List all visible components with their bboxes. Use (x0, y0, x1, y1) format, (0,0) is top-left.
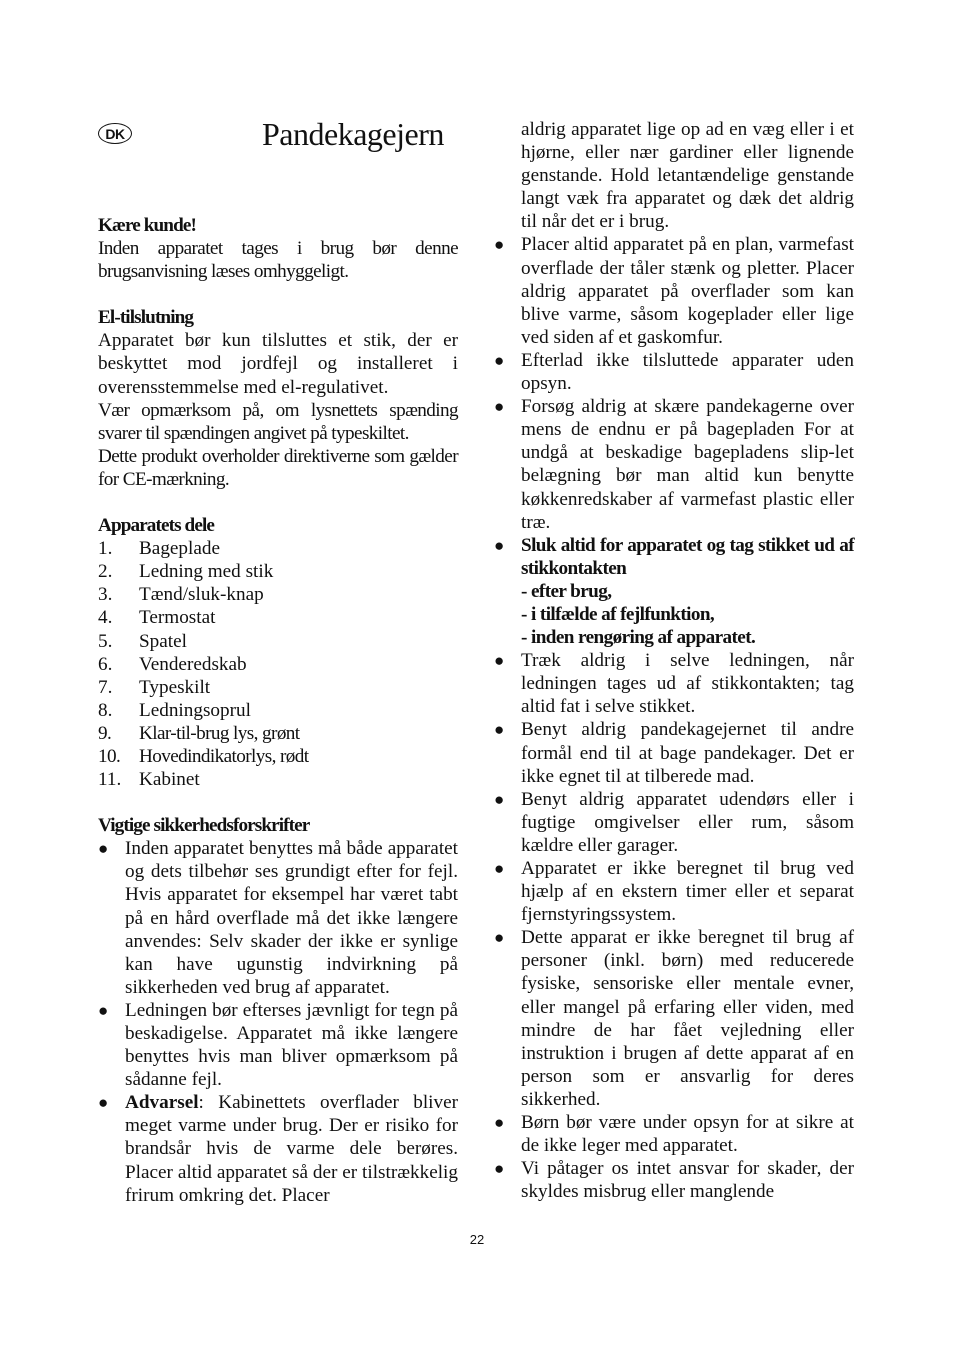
greeting-text: Inden apparatet tages i brug bør denne brugsanvisning læses omhyggeligt. (98, 238, 458, 283)
item-label: Ledningsoprul (139, 699, 251, 721)
bullet-icon: ● (494, 859, 505, 878)
list-item (98, 606, 458, 629)
list-item (98, 583, 458, 606)
item-label: Spatel (139, 630, 187, 652)
list-item-continued (494, 118, 854, 233)
bullet-text: Benyt aldrig pandekagejernet til andre formål end til at bage pandekager. Det er ikke egnet til at tilberede mad. (521, 719, 854, 787)
el-paragraph-1: Apparatet bør kun tilsluttes et stik, der er beskyttet mod jordfejl og installeret i overensstemmelse med el-regulativet. (98, 330, 458, 398)
list-item (98, 837, 458, 999)
parts-list (98, 537, 458, 791)
list-item (98, 560, 458, 583)
bullet-text: Inden apparatet benyttes må både apparatet og dets tilbehør ses grundigt efter for fejl. Hvis apparatet for eksempel har været tabt på en hård overflade må det ikke længere anvendes: Selv skader der ikke er synlige kan have ugunstig indvirkning på sikkerheden ved brug af apparatet. (125, 838, 458, 998)
bullet-icon: ● (494, 651, 505, 671)
item-label: Typeskilt (139, 676, 211, 698)
safety-heading: Vigtige sikkerhedsforskrifter (98, 815, 310, 837)
bullet-icon: ● (494, 1159, 505, 1179)
item-number: 8. (98, 699, 113, 721)
bullet-text: Efterlad ikke tilsluttede apparater uden opsyn. (521, 349, 854, 395)
sub-item: - inden rengøring af apparatet. (521, 627, 756, 649)
warning-label: Advarsel (125, 1092, 199, 1114)
bullet-text: Apparatet er ikke beregnet til brug ved hjælp af en ekstern timer eller et separat fjernstyringssystem. (521, 858, 854, 926)
list-item (494, 349, 854, 395)
list-item (98, 722, 458, 745)
list-item (98, 999, 458, 1091)
bullet-text (125, 1091, 458, 1206)
bullet-text: Benyt aldrig apparatet udendørs eller i fugtige omgivelser eller rum, såsom kældre eller garager. (521, 788, 854, 856)
list-item (494, 395, 854, 534)
bullet-icon: ● (494, 720, 505, 740)
bullet-icon: ● (98, 839, 109, 859)
bullet-icon: ● (494, 535, 505, 555)
item-number: 11. (98, 769, 122, 791)
list-item (98, 630, 458, 653)
el-paragraph-2: Vær opmærksom på, om lysnettets spænding svarer til spændingen angivet på typeskiltet. (98, 399, 458, 444)
item-number: 6. (98, 653, 113, 675)
list-item (98, 653, 458, 676)
list-item (494, 857, 854, 926)
list-item (98, 1091, 458, 1206)
item-label: Bageplade (139, 538, 220, 560)
bullet-text: Placer altid apparatet på en plan, varmefast overflade der tåler stænk og pletter. Placer aldrig apparatet på overflader som kan blive varme, såsom kogeplader eller lige ved siden af et gaskomfur. (521, 234, 854, 348)
item-number: 4. (98, 607, 113, 629)
list-item (98, 676, 458, 699)
item-number: 10. (98, 745, 121, 767)
item-label: Venderedskab (139, 653, 247, 675)
bullet-text (521, 534, 854, 649)
page-title: Pandekagejern (262, 116, 444, 152)
list-item (98, 537, 458, 560)
item-number: 3. (98, 584, 113, 606)
item-label: Hovedindikatorlys, rødt (139, 745, 309, 767)
unplug-instruction: Sluk altid for apparatet og tag stikket ud af stikkontakten (521, 534, 854, 579)
greeting-heading: Kære kunde! (98, 215, 196, 236)
item-number: 2. (98, 561, 113, 583)
list-item (98, 699, 458, 722)
bullet-text: Træk aldrig i selve ledningen, når ledningen tages ud af stikkontakten; tag altid fat i selve stikket. (521, 650, 854, 718)
right-column (494, 118, 854, 1203)
list-item (494, 718, 854, 787)
bullet-icon: ● (98, 1000, 109, 1020)
bullet-text: Forsøg aldrig at skære pandekagerne over mens de endnu er på bagepladen For at undgå at beskadige bagepladens slip-let belægning bør man altid kun benytte køkkenredskaber af varmefast plastic eller træ. (521, 396, 854, 533)
item-label: Klar-til-brug lys, grønt (139, 722, 300, 744)
bullet-icon: ● (494, 397, 505, 417)
bullet-text: Børn bør være under opsyn for at sikre at de ikke leger med apparatet. (521, 1112, 854, 1157)
list-item (494, 788, 854, 857)
list-item (98, 745, 458, 768)
list-item (494, 649, 854, 718)
sub-item: - i tilfælde af fejlfunktion, (521, 603, 715, 625)
item-label: Kabinet (139, 769, 200, 791)
item-number: 1. (98, 538, 113, 560)
bullet-icon: ● (494, 1113, 505, 1133)
list-item (494, 1157, 854, 1203)
bullet-icon: ● (494, 928, 505, 948)
bullet-text: Vi påtager os intet ansvar for skader, der skyldes misbrug eller manglende (521, 1158, 854, 1203)
el-heading: El-tilslutning (98, 307, 194, 329)
bullet-icon: ● (494, 235, 505, 255)
bullet-text: Dette apparat er ikke beregnet til brug af personer (inkl. børn) med reducerede fysiske, sensoriske eller mentale evner, eller mangel på erfaring eller viden, med mindre de har fået vejledning eller instruktion i brugen af dette apparat af en person som er ansvarlig for deres sikkerhed. (521, 927, 854, 1110)
left-column (98, 118, 458, 1207)
bullet-icon: ● (494, 789, 505, 809)
list-item (494, 1111, 854, 1157)
page-number: 22 (469, 1232, 485, 1247)
sub-item: - efter brug, (521, 580, 612, 602)
bullet-icon: ● (494, 350, 505, 370)
bullet-text: Ledningen bør efterses jævnligt for tegn på beskadigelse. Apparatet må ikke længere benyttes hvis man bliver opmærksom på sådanne fejl. (125, 999, 458, 1091)
list-item (494, 926, 854, 1111)
language-badge: DK (98, 123, 132, 144)
el-paragraph-3: Dette produkt overholder direktiverne som gælder for CE-mærkning. (98, 445, 458, 490)
bullet-icon: ● (98, 1093, 109, 1113)
item-label: Ledning med stik (139, 561, 274, 583)
item-number: 9. (98, 722, 112, 744)
item-label: Termostat (139, 607, 216, 629)
list-item (494, 233, 854, 348)
item-number: 5. (98, 630, 113, 652)
item-number: 7. (98, 676, 113, 698)
item-label: Tænd/sluk-knap (139, 584, 264, 606)
warning-text: : Kabinettets overflader bliver meget varme under brug. Der er risiko for brandsår hvis de varme dele berøres. Placer altid apparatet så der er tilstrækkelig frirum omkring det. Placer (125, 1092, 458, 1206)
list-item (494, 534, 854, 649)
parts-heading: Apparatets dele (98, 515, 214, 537)
list-item (98, 768, 458, 791)
continued-text: aldrig apparatet lige op ad en væg eller i et hjørne, eller nær gardiner eller lignende genstande. Hold letantændelige genstande langt væk fra apparatet og dæk det aldrig til når det er i brug. (521, 119, 854, 233)
